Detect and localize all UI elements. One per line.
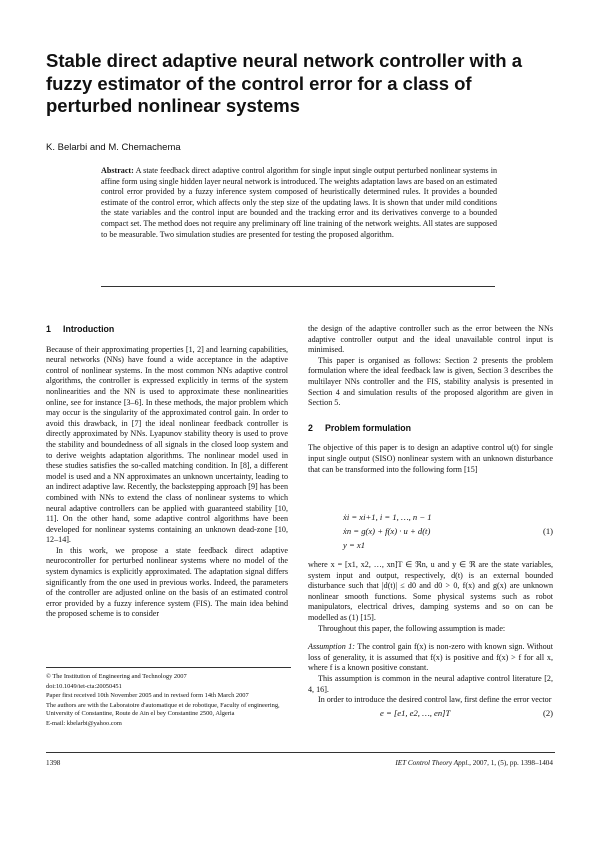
- left-column: [46, 324, 288, 620]
- equation-line: ẋi = xi+1, i = 1, …, n − 1: [343, 512, 432, 522]
- footnote-rule: [46, 667, 291, 668]
- assumption-text: The control gain f(x) is non-zero with known sign. Without loss of generality, it is assumed that f(x) is positive and f(x) > f for all x, where f is a known positive constant.: [308, 642, 553, 673]
- citation-details: , 2007, 1, (5), pp. 1398–1404: [469, 759, 553, 767]
- equation-number: (1): [542, 526, 553, 536]
- equation-line: e = [e1, e2, …, en]T: [380, 708, 451, 718]
- assumption: [308, 642, 553, 674]
- abstract: [101, 166, 497, 240]
- journal-citation: [395, 759, 553, 767]
- intro-paragraph: the design of the adaptive controller such as the error between the NNs adaptive controller output and the ideal unavailable control input is minimised.: [308, 324, 553, 355]
- equation-line: ẋn = g(x) + f(x) · u + d(t): [343, 526, 431, 536]
- footer-rule: [46, 752, 555, 753]
- problem-paragraph: In order to introduce the desired control law, first define the error vector: [318, 695, 552, 705]
- section-number: 1: [46, 324, 51, 334]
- footnotes: [46, 673, 291, 730]
- section-title: Introduction: [63, 324, 115, 334]
- assumption-label: Assumption 1:: [308, 642, 355, 652]
- problem-paragraph: This assumption is common in the neural adaptive control literature [2, 4, 16].: [308, 673, 553, 694]
- section-heading-introduction: [46, 324, 288, 335]
- intro-paragraph: Because of their approximating properties [1, 2] and learning capabilities, neural networks (NNs) have found a wide acceptance in the adaptive control of nonlinear systems. In the most common NNs adaptive control algorithms, the controller is expressed explicitly in terms of the system nonlinearities and the NN is used to approximate these nonlinearities online, see for instance [3–6]. In these methods, the major problem which may occur is the singularity of the approximated control gain. In order to avoid this drawback, in [7] the ideal nonlinear feedback controller is directly approximated by NNs. Lyapunov stability theory is used to prove the stability and boundedness of all signals in the closed loop system and to derive weights adaptation algorithms. The nonlinear model used in these studies satisfies the so-called matching condition. In [8], a different model is used and a NN approximates an unknown uncertainty, leading to an indirect adaptive law. Recently, the backstepping approach [9] has been combined with NNs to extend the class of nonlinear systems to which neural adaptive controllers can be applied with guaranteed stability [10, 11]. On the other hand, some adaptive control algorithms have been developed for nonlinear systems containing an unknown dead-zone [10, 12–14].: [46, 344, 288, 545]
- section-title: Problem formulation: [325, 422, 412, 433]
- problem-paragraph: where x = [x1, x2, …, xn]T ∈ ℜn, u and y ∈ ℜ are the state variables, system input and output, respectively, d(t) is an external bounded disturbance such that |d(t)| ≤ d0 and d0 > 0, f(x) and g(x) are unknown nonlinear smooth functions. Some physical systems such as robot manipulators, electrical drives, damping systems and so on can be modelled as (1) [15].: [308, 560, 553, 622]
- copyright-note: © The Institution of Engineering and Technology 2007: [46, 673, 187, 680]
- received-note: Paper first received 10th November 2005 and in revised form 14th March 2007: [46, 692, 249, 700]
- equation-line: y = x1: [343, 540, 366, 550]
- problem-paragraph: Throughout this paper, the following assumption is made:: [318, 623, 506, 633]
- email-note: E-mail: kbelarbi@yahoo.com: [46, 720, 122, 728]
- abstract-rule: [101, 286, 495, 287]
- authors: K. Belarbi and M. Chemachema: [46, 142, 181, 153]
- paper-title: Stable direct adaptive neural network controller with a fuzzy estimator of the control error for a class of perturbed nonlinear systems: [46, 50, 522, 116]
- equation-number: (2): [542, 708, 553, 718]
- equation-1: [343, 512, 553, 554]
- journal-name: IET Control Theory Appl.: [395, 759, 470, 767]
- abstract-label: Abstract:: [101, 166, 134, 175]
- section-heading-problem: [308, 423, 553, 434]
- intro-paragraph: In this work, we propose a state feedback direct adaptive neurocontroller for perturbed nonlinear systems where no model of the system dynamics is explicitly approximated. The adaptation signal differs significantly from the one used in previous works. Indeed, the parameters of the controller are adjusted online on the basis of an estimated control error provided by a fuzzy inference system (FIS). The main idea behind the proposed scheme is to consider: [46, 545, 288, 619]
- problem-paragraph: The objective of this paper is to design an adaptive control u(t) for single input single output (SISO) nonlinear system with an unknown disturbance that can be transformed into the following form [15]: [308, 443, 553, 474]
- right-column-top: [308, 324, 553, 475]
- page-number: 1398: [46, 759, 61, 767]
- right-column-bottom: [308, 560, 553, 706]
- doi-note: doi:10.1049/iet-cta:20050451: [46, 682, 122, 690]
- abstract-text: A state feedback direct adaptive control algorithm for single input single output perturbed nonlinear systems in affine form using single hidden layer neural network is introduced. The weights adaptation laws are based on an estimated control error provided by a fuzzy inference system composed of heuristically determined rules. It provides a bounded estimate of the control error, which affects only the step size of the updating laws. It is shown that under mild conditions the state variables and the control input are bounded and the tracking error and its derivatives converge to a bounded compact set. The method does not require any preliminary off line training of the network weights. All states are supposed to be measurable. Two simulation studies are presented for testing the proposed algorithm.: [101, 166, 497, 239]
- section-number: 2: [308, 422, 313, 433]
- intro-paragraph: This paper is organised as follows: Section 2 presents the problem formulation where the ideal feedback law is given, Section 3 describes the multilayer NNs controller and the FIS, stability analysis is presented in Section 4 and simulation results of the proposed algorithm are given in Section 5.: [308, 355, 553, 408]
- affiliation-note: The authors are with the Laboratoire d'automatique et de robotique, Faculty of engineering, University of Constantine, Route de Ain el bey Constantine 2500, Algeria: [46, 702, 280, 718]
